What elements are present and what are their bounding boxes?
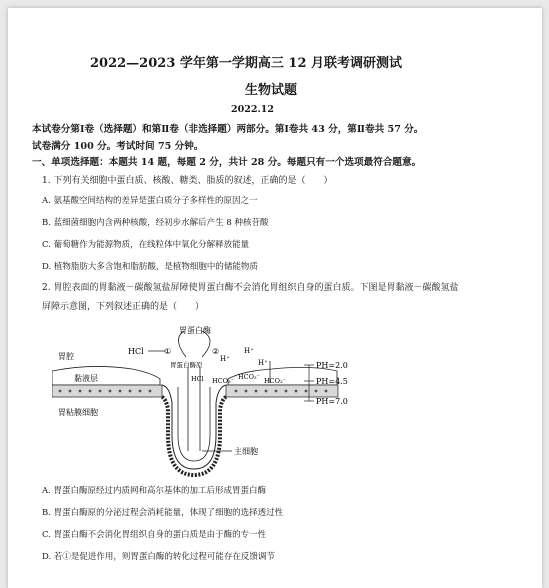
exam-title: 2022—2023 学年第一学期高三 12 月联考调研测试 <box>90 56 403 71</box>
exam-subject: 生物试题 <box>245 83 298 98</box>
label-h-plus-2: H⁺ <box>244 347 254 355</box>
section-heading: 一、单项选择题：本题共 14 题，每题 2 分，共计 28 分。每题只有一个选项最符合题意。 <box>32 157 422 168</box>
q1-option-c: C. 葡萄糖作为能源物质，在线粒体中氧化分解释放能量 <box>42 240 250 250</box>
exam-info-line2: 试卷满分 100 分。考试时间 75 分钟。 <box>32 141 204 152</box>
label-gastric-lumen: 胃腔 <box>58 352 74 361</box>
exam-page <box>8 8 542 588</box>
gastric-pit-inner <box>178 387 210 461</box>
label-ph-3: PH=7.0 <box>316 397 348 406</box>
label-pepsin: 胃蛋白酶 <box>179 326 211 335</box>
label-hco3-1: HCO₃⁻ <box>212 377 235 385</box>
label-circle1: ① <box>164 347 172 356</box>
label-ph-1: PH=2.0 <box>316 361 348 370</box>
q2-option-b: B. 胃蛋白酶原的分泌过程会消耗能量，体现了细胞的选择透过性 <box>42 508 284 518</box>
q2-option-c: C. 胃蛋白酶不会消化胃组织自身的蛋白质是由于酶的专一性 <box>42 530 267 540</box>
q2-option-d: D. 若①是促进作用，则胃蛋白酶的转化过程可能存在反馈调节 <box>42 552 275 562</box>
epithelium-right <box>226 385 338 397</box>
q2-stem-line1: 2. 胃腔表面的胃黏液－碳酸氢盐屏障使胃蛋白酶不会消化胃组织自身的蛋白质。下图是胃黏液－碳酸氢盐 <box>42 283 459 293</box>
label-hco3-2: HCO₃⁻ <box>238 373 261 381</box>
q2-option-a: A. 胃蛋白酶原经过内质网和高尔基体的加工后形成胃蛋白酶 <box>42 486 267 496</box>
label-mucus-layer: 黏液层 <box>74 374 98 383</box>
mucus-layer-left <box>52 366 160 385</box>
epithelium-left <box>52 385 162 397</box>
q1-stem: 1. 下列有关细胞中蛋白质、核酸、糖类、脂质的叙述，正确的是（ ） <box>42 176 333 186</box>
label-h-plus-1: H⁺ <box>220 355 230 363</box>
label-h-plus-3: H⁺ <box>258 359 268 367</box>
label-ph-2: PH=4.5 <box>316 377 348 386</box>
label-mucosa-cell: 胃粘膜细胞 <box>58 408 98 417</box>
q1-option-a: A. 氨基酸空间结构的差异是蛋白质分子多样性的原因之一 <box>42 196 258 206</box>
label-chief-cell: 主细胞 <box>234 447 258 456</box>
label-hcl: HCl <box>128 347 144 356</box>
exam-info-line1: 本试卷分第Ⅰ卷（选择题）和第Ⅱ卷（非选择题）两部分。第Ⅰ卷共 43 分，第Ⅱ卷共 57 分。 <box>32 124 424 135</box>
label-circle2: ② <box>212 347 220 356</box>
label-hcl-inner: HCl <box>191 375 204 383</box>
exam-date: 2022.12 <box>231 104 274 115</box>
label-pepsinogen: 胃蛋白酶原 <box>170 361 203 369</box>
label-hco3-3: HCO₃⁻ <box>264 377 287 385</box>
q1-option-b: B. 蓝细菌细胞内含两种核酸，经初步水解后产生 8 种核苷酸 <box>42 218 269 228</box>
gastric-barrier-diagram <box>52 323 372 483</box>
q1-option-d: D. 植物脂肪大多含饱和脂肪酸，是植物细胞中的储能物质 <box>42 262 258 272</box>
q2-stem-line2: 屏障示意图，下列叙述正确的是（ ） <box>42 302 205 312</box>
